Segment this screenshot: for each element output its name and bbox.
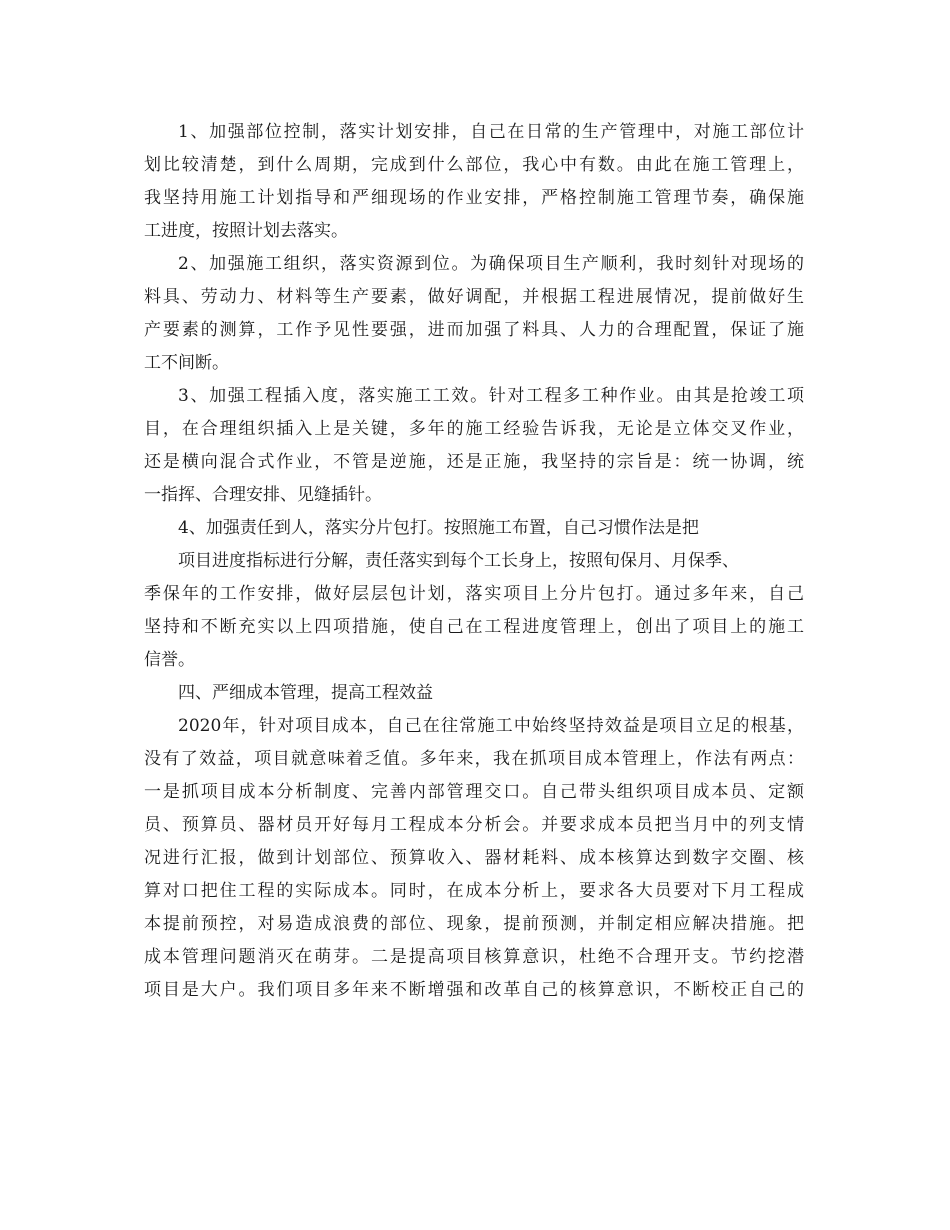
text-line: 目，在合理组织插入上是关键，多年的施工经验告诉我，无论是立体交叉作业， bbox=[144, 419, 804, 439]
text-line: 还是横向混合式作业，不管是逆施，还是正施，我坚持的宗旨是：统一协调，统 bbox=[144, 452, 804, 472]
text-line: 产要素的测算，工作予见性要强，进而加强了料具、人力的合理配置，保证了施 bbox=[144, 320, 804, 340]
text-line: 没有了效益，项目就意味着乏值。多年来，我在抓项目成本管理上，作法有两点： bbox=[144, 749, 804, 769]
text-line: 员、预算员、器材员开好每月工程成本分析会。并要求成本员把当月中的列支情 bbox=[144, 815, 804, 835]
text-line: 我坚持用施工计划指导和严细现场的作业安排，严格控制施工管理节奏，确保施 bbox=[144, 188, 804, 208]
text-line: 2、加强施工组织，落实资源到位。为确保项目生产顺利，我时刻针对现场的 bbox=[178, 254, 804, 274]
text-line: 3、加强工程插入度，落实施工工效。针对工程多工种作业。由其是抢竣工项 bbox=[178, 386, 804, 406]
text-line: 本提前预控，对易造成浪费的部位、现象，提前预测，并制定相应解决措施。把 bbox=[144, 914, 804, 934]
text-line: 项目是大户。我们项目多年来不断增强和改革自己的核算意识，不断校正自己的 bbox=[144, 980, 804, 1000]
text-line: 2020年，针对项目成本，自己在往常施工中始终坚持效益是项目立足的根基， bbox=[178, 716, 804, 736]
text-line: 工不间断。 bbox=[144, 353, 229, 373]
text-line: 季保年的工作安排，做好层层包计划，落实项目上分片包打。通过多年来，自己 bbox=[144, 584, 804, 604]
text-line: 成本管理问题消灭在萌芽。二是提高项目核算意识，杜绝不合理开支。节约挖潜 bbox=[144, 947, 804, 967]
text-line: 算对口把住工程的实际成本。同时，在成本分析上，要求各大员要对下月工程成 bbox=[144, 881, 804, 901]
text-line: 工进度，按照计划去落实。 bbox=[144, 221, 348, 241]
text-line: 一是抓项目成本分析制度、完善内部管理交口。自己带头组织项目成本员、定额 bbox=[144, 782, 804, 802]
text-line: 1、加强部位控制，落实计划安排，自己在日常的生产管理中，对施工部位计 bbox=[178, 122, 804, 142]
text-line: 四、严细成本管理，提高工程效益 bbox=[178, 683, 433, 703]
text-line: 一指挥、合理安排、见缝插针。 bbox=[144, 485, 382, 505]
text-line: 坚持和不断充实以上四项措施，使自己在工程进度管理上，创出了项目上的施工 bbox=[144, 617, 804, 637]
text-line: 信誉。 bbox=[144, 650, 195, 670]
text-line: 划比较清楚，到什么周期，完成到什么部位，我心中有数。由此在施工管理上， bbox=[144, 155, 804, 175]
document-body bbox=[144, 116, 804, 1007]
text-line: 况进行汇报，做到计划部位、预算收入、器材耗料、成本核算达到数字交圈、核 bbox=[144, 848, 804, 868]
text-line: 料具、劳动力、材料等生产要素，做好调配，并根据工程进展情况，提前做好生 bbox=[144, 287, 804, 307]
text-line: 项目进度指标进行分解，责任落实到每个工长身上，按照旬保月、月保季、 bbox=[178, 551, 739, 571]
text-line: 4、加强责任到人，落实分片包打。按照施工布置，自己习惯作法是把 bbox=[178, 518, 699, 538]
